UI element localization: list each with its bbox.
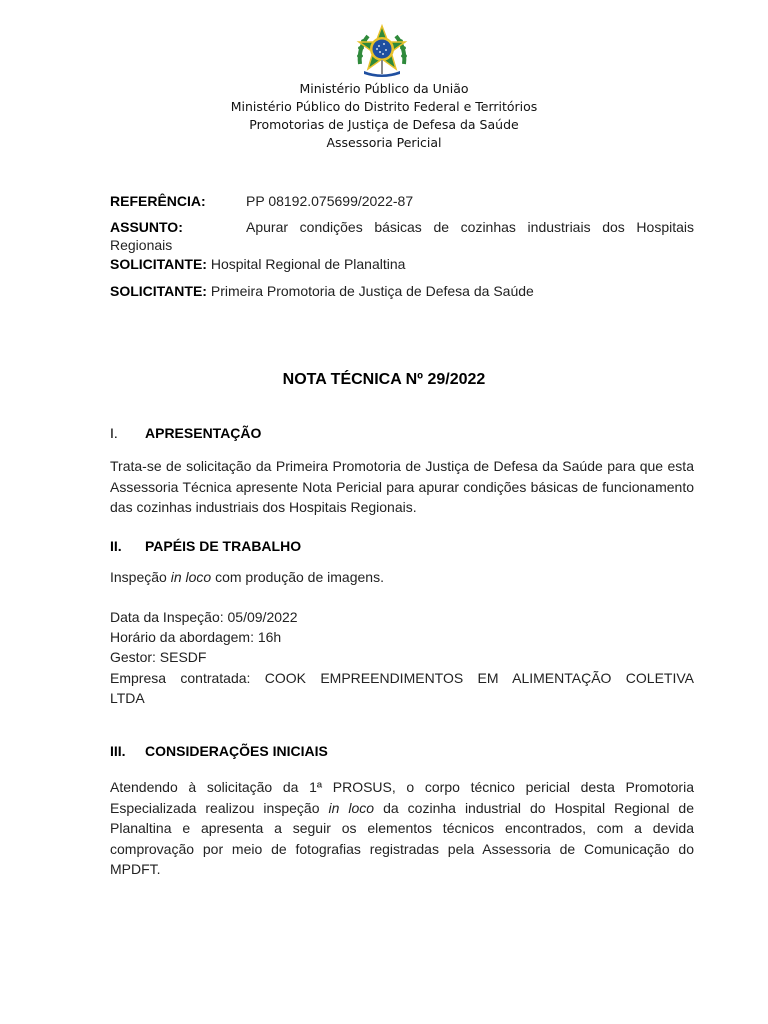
brazil-coat-of-arms-icon — [354, 24, 410, 78]
section-3-paragraph — [110, 777, 694, 880]
inspecao-line — [110, 567, 384, 587]
section-3-number: III. — [110, 743, 126, 759]
section-3-text-italic: in loco — [328, 799, 375, 816]
assunto-value: Apurar condições básicas de cozinhas industriais dos Hospitais — [246, 219, 694, 235]
section-1-number: I. — [110, 425, 118, 441]
solicitante-label-2: SOLICITANTE: — [110, 283, 207, 299]
section-2-heading — [110, 538, 301, 554]
document-title: NOTA TÉCNICA Nº 29/2022 — [282, 371, 486, 388]
gestor: Gestor: SESDF — [110, 649, 207, 665]
section-1-title: APRESENTAÇÃO — [145, 425, 262, 441]
inspecao-text-post: com produção de imagens. — [211, 569, 384, 585]
section-3-heading — [110, 743, 328, 759]
empresa-line-1: Empresa contratada: COOK EMPREENDIMENTOS EM ALIMENTAÇÃO COLETIVA — [110, 670, 694, 686]
solicitante-row-1 — [110, 255, 694, 273]
assunto-value-continuation: Regionais — [110, 237, 173, 253]
section-2-title: PAPÉIS DE TRABALHO — [145, 538, 302, 554]
referencia-label: REFERÊNCIA: — [110, 193, 206, 209]
assunto-line-1 — [110, 218, 694, 236]
header-line-2: Ministério Público do Distrito Federal e Territórios — [230, 99, 538, 114]
assunto-row — [110, 218, 694, 254]
solicitante-row-2 — [110, 282, 694, 300]
section-3-title: CONSIDERAÇÕES INICIAIS — [145, 743, 328, 759]
solicitante-value-1: Hospital Regional de Planaltina — [210, 256, 406, 272]
solicitante-value-2: Primeira Promotoria de Justiça de Defesa da Saúde — [210, 283, 534, 299]
inspecao-text-italic: in loco — [170, 569, 212, 585]
header-line-4: Assessoria Pericial — [326, 135, 442, 150]
section-3-text-pre: Atendendo à solicitação da 1ª PROSUS, o corpo técnico pericial desta Promotoria Especializada realizou inspeção — [110, 779, 694, 816]
section-1-paragraph: Trata-se de solicitação da Primeira Promotoria de Justiça de Defesa da Saúde para que esta Assessoria Técnica apresente Nota Pericial para apurar condições básicas de funcionamento das cozinhas industriais dos Hospitais Regionais. — [110, 458, 694, 515]
data-inspecao: Data da Inspeção: 05/09/2022 — [110, 609, 298, 625]
horario-abordagem: Horário da abordagem: 16h — [110, 629, 282, 645]
institution-header — [0, 80, 768, 152]
referencia-row — [110, 192, 694, 210]
empresa-line-2: LTDA — [110, 690, 145, 706]
section-2-number: II. — [110, 538, 122, 554]
section-1-heading — [110, 425, 261, 441]
assunto-label: ASSUNTO: — [110, 219, 183, 235]
header-line-3: Promotorias de Justiça de Defesa da Saúde — [249, 117, 519, 132]
section-3-text-post: da cozinha industrial do Hospital Regional de Planaltina e apresenta a seguir os elementos técnicos encontrados, com a devida comprovação por meio de fotografias registradas pela Assessoria de Comunicação do MPDFT. — [110, 799, 695, 877]
referencia-value: PP 08192.075699/2022-87 — [246, 193, 414, 209]
solicitante-label-1: SOLICITANTE: — [110, 256, 207, 272]
inspecao-text-pre: Inspeção — [110, 569, 171, 585]
header-line-1: Ministério Público da União — [299, 81, 469, 96]
